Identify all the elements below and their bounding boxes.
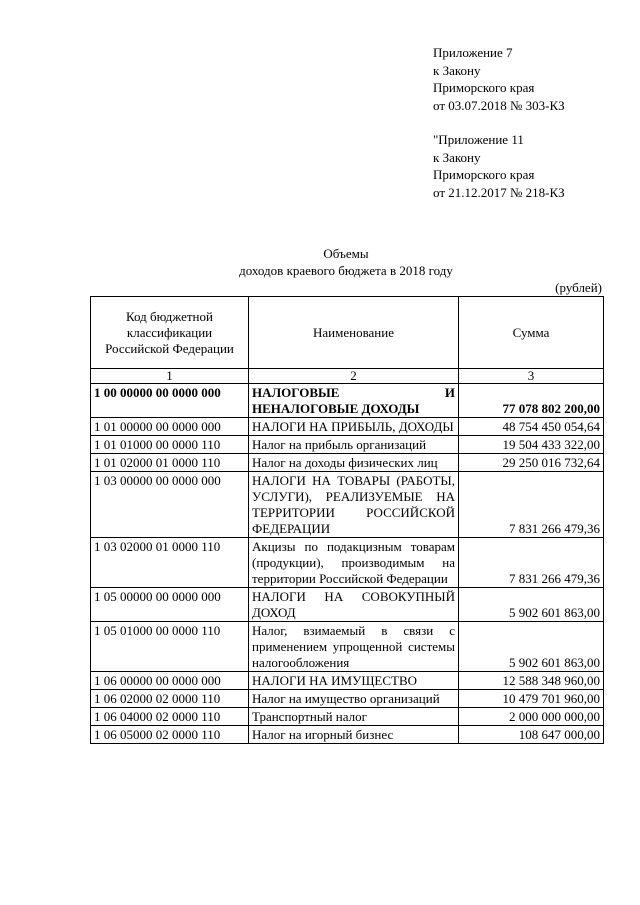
cell-name: НАЛОГОВЫЕ И НЕНАЛОГОВЫЕ ДОХОДЫ <box>249 384 459 418</box>
header-name: Наименование <box>249 297 459 369</box>
cell-name: НАЛОГИ НА СОВОКУПНЫЙ ДОХОД <box>249 588 459 622</box>
table-row <box>91 588 604 622</box>
table-row <box>91 472 604 538</box>
column-number: 1 <box>91 369 249 384</box>
cell-sum: 29 250 016 732,64 <box>459 454 604 472</box>
cell-name: Налог на игорный бизнес <box>249 726 459 744</box>
cell-sum: 7 831 266 479,36 <box>459 538 604 588</box>
appendix-line: Приморского края <box>433 167 535 182</box>
cell-code: 1 06 02000 02 0000 110 <box>91 690 249 708</box>
column-number: 3 <box>459 369 604 384</box>
cell-code: 1 01 02000 01 0000 110 <box>91 454 249 472</box>
cell-sum: 10 479 701 960,00 <box>459 690 604 708</box>
cell-sum: 5 902 601 863,00 <box>459 588 604 622</box>
cell-name: НАЛОГИ НА ТОВАРЫ (РАБОТЫ, УСЛУГИ), РЕАЛИЗУЕМЫЕ НА ТЕРРИТОРИИ РОССИЙСКОЙ ФЕДЕРАЦИИ <box>249 472 459 538</box>
appendix-line: "Приложение 11 <box>433 132 524 147</box>
cell-name: Налог, взимаемый в связи с применением упрощенной системы налогообложения <box>249 622 459 672</box>
cell-code: 1 06 04000 02 0000 110 <box>91 708 249 726</box>
cell-sum: 5 902 601 863,00 <box>459 622 604 672</box>
cell-name: Акцизы по подакцизным товарам (продукции), производимым на территории Российской Федерации <box>249 538 459 588</box>
cell-name: Налог на доходы физических лиц <box>249 454 459 472</box>
table-row <box>91 436 604 454</box>
appendix-line: Приморского края <box>433 80 535 95</box>
cell-sum: 77 078 802 200,00 <box>459 384 604 418</box>
revenue-table <box>90 296 604 744</box>
table-header-row <box>91 297 604 369</box>
cell-code: 1 00 00000 00 0000 000 <box>91 384 249 418</box>
cell-name: НАЛОГИ НА ИМУЩЕСТВО <box>249 672 459 690</box>
column-number: 2 <box>249 369 459 384</box>
cell-sum: 12 588 348 960,00 <box>459 672 604 690</box>
cell-name: Налог на прибыль организаций <box>249 436 459 454</box>
table-body <box>91 384 604 744</box>
cell-code: 1 01 00000 00 0000 000 <box>91 418 249 436</box>
table-row <box>91 622 604 672</box>
cell-code: 1 05 01000 00 0000 110 <box>91 622 249 672</box>
cell-sum: 108 647 000,00 <box>459 726 604 744</box>
units-label: (рублей) <box>555 280 602 295</box>
cell-name: Транспортный налог <box>249 708 459 726</box>
cell-code: 1 03 00000 00 0000 000 <box>91 472 249 538</box>
appendix-line: от 21.12.2017 № 218-КЗ <box>433 184 565 200</box>
appendix-7-reference <box>433 44 565 114</box>
column-number-row <box>91 369 604 384</box>
cell-code: 1 06 00000 00 0000 000 <box>91 672 249 690</box>
document-subtitle: доходов краевого бюджета в 2018 году <box>239 263 453 278</box>
cell-name: Налог на имущество организаций <box>249 690 459 708</box>
cell-code: 1 06 05000 02 0000 110 <box>91 726 249 744</box>
cell-code: 1 05 00000 00 0000 000 <box>91 588 249 622</box>
table-row <box>91 538 604 588</box>
cell-code: 1 03 02000 01 0000 110 <box>91 538 249 588</box>
appendix-line: к Закону <box>433 149 481 165</box>
cell-code: 1 01 01000 00 0000 110 <box>91 436 249 454</box>
appendix-line: Приложение 7 <box>433 45 513 60</box>
appendix-line: от 03.07.2018 № 303-КЗ <box>433 97 565 113</box>
cell-sum: 7 831 266 479,36 <box>459 472 604 538</box>
header-sum: Сумма <box>459 297 604 369</box>
cell-sum: 19 504 433 322,00 <box>459 436 604 454</box>
appendix-11-reference <box>433 131 565 201</box>
table-row <box>91 708 604 726</box>
table-row <box>91 726 604 744</box>
cell-name: НАЛОГИ НА ПРИБЫЛЬ, ДОХОДЫ <box>249 418 459 436</box>
cell-sum: 48 754 450 054,64 <box>459 418 604 436</box>
table-row <box>91 690 604 708</box>
table-row <box>91 672 604 690</box>
header-code: Код бюджетной классификации Российской Федерации <box>91 297 249 369</box>
table-row <box>91 418 604 436</box>
appendix-line: к Закону <box>433 62 481 78</box>
cell-sum: 2 000 000 000,00 <box>459 708 604 726</box>
table-row <box>91 384 604 418</box>
document-title: Объемы <box>323 246 369 261</box>
table-row <box>91 454 604 472</box>
